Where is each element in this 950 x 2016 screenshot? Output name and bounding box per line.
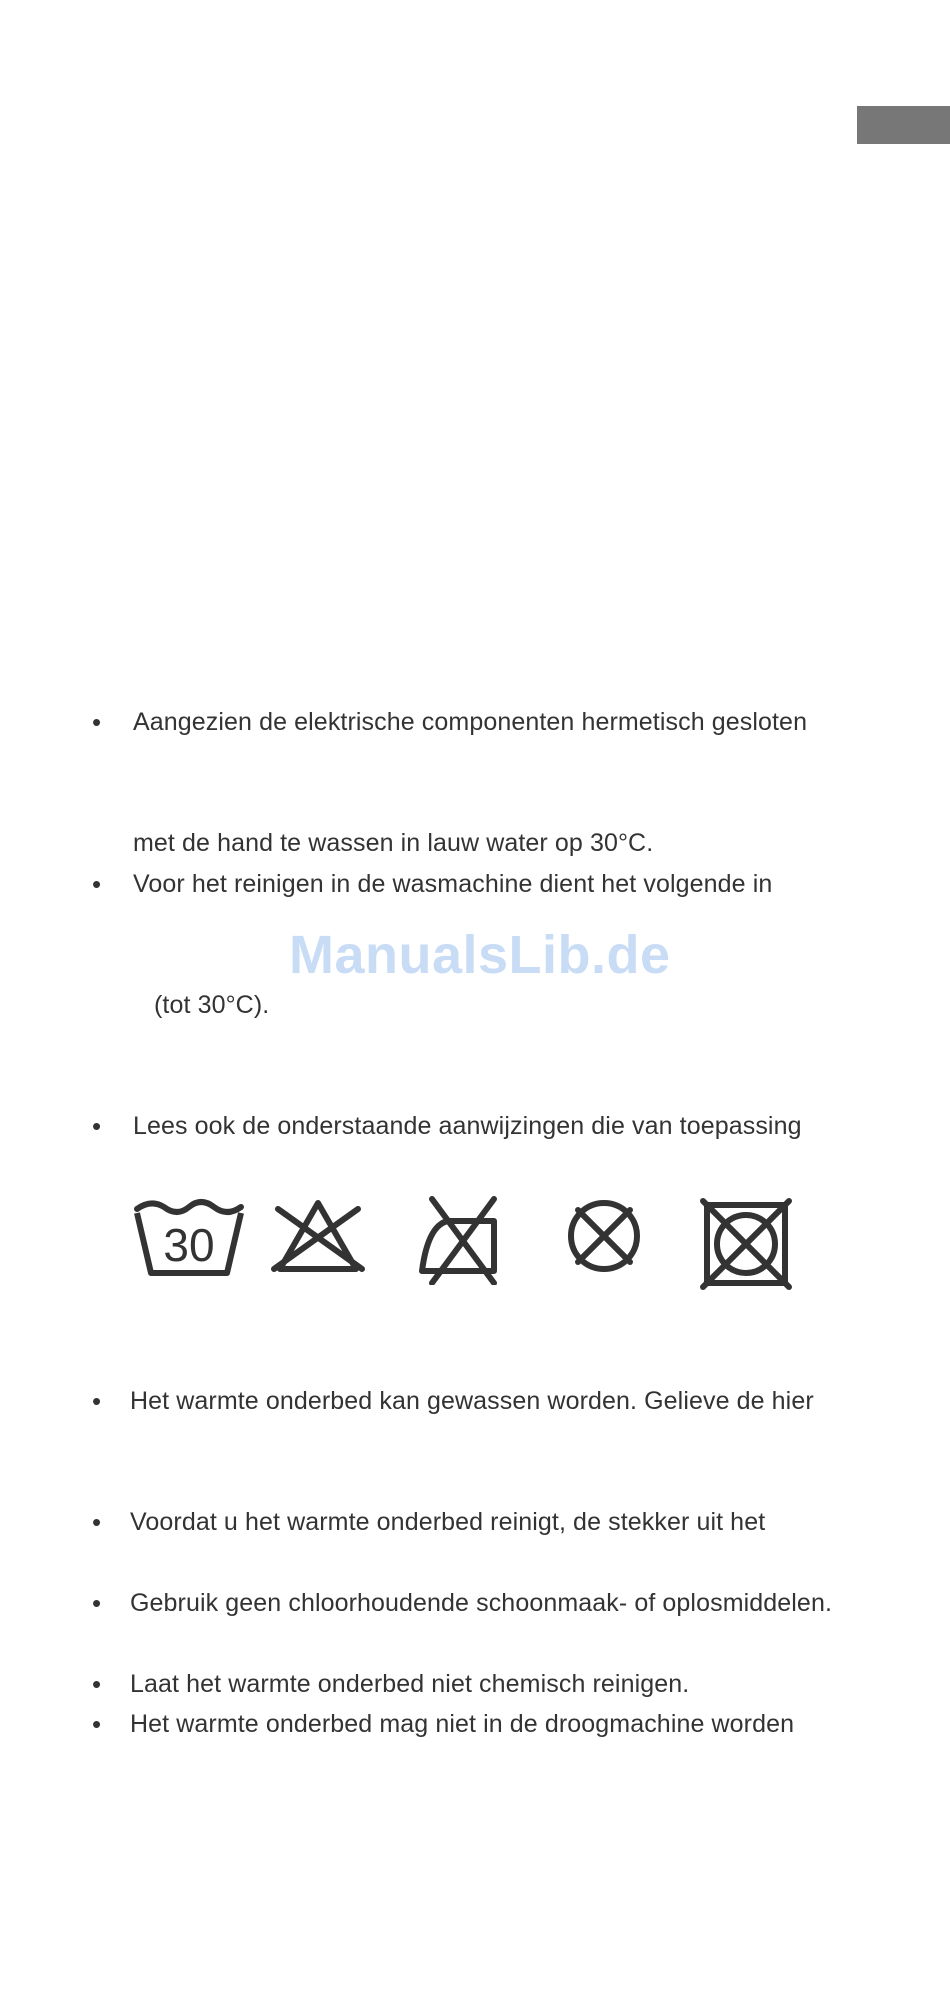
wash-temperature-label: 30	[163, 1219, 215, 1271]
paragraph-6: Gebruik geen chloorhoudende schoonmaak- of oplosmiddelen.	[130, 1589, 832, 1617]
bullet-marker: •	[92, 1386, 102, 1416]
no-iron-icon	[414, 1195, 500, 1285]
bullet-marker: •	[92, 1709, 102, 1739]
no-bleach-icon	[270, 1195, 366, 1277]
paragraph-2: Voor het reinigen in de wasmachine dient het volgende in	[133, 870, 773, 898]
paragraph-1-continuation: met de hand te wassen in lauw water op 30°C.	[133, 829, 654, 857]
bullet-marker: •	[92, 1588, 102, 1618]
paragraph-3: Lees ook de onderstaande aanwijzingen die van toepassing	[133, 1112, 802, 1140]
paragraph-5: Voordat u het warmte onderbed reinigt, de stekker uit het	[130, 1508, 766, 1536]
paragraph-2-continuation: (tot 30°C).	[154, 991, 270, 1019]
watermark: ManualsLib.de	[289, 925, 671, 985]
bullet-marker: •	[92, 707, 102, 737]
no-dry-clean-icon	[566, 1195, 642, 1277]
paragraph-4: Het warmte onderbed kan gewassen worden. Gelieve de hier	[130, 1387, 814, 1415]
wash-30-icon	[133, 1195, 245, 1277]
chapter-tab	[857, 106, 950, 144]
bullet-marker: •	[92, 869, 102, 899]
no-tumble-dry-icon	[700, 1198, 792, 1290]
paragraph-7: Laat het warmte onderbed niet chemisch reinigen.	[130, 1670, 690, 1698]
bullet-marker: •	[92, 1669, 102, 1699]
bullet-marker: •	[92, 1111, 102, 1141]
paragraph-1: Aangezien de elektrische componenten hermetisch gesloten	[133, 708, 808, 736]
bullet-marker: •	[92, 1507, 102, 1537]
paragraph-8: Het warmte onderbed mag niet in de droogmachine worden	[130, 1710, 795, 1738]
